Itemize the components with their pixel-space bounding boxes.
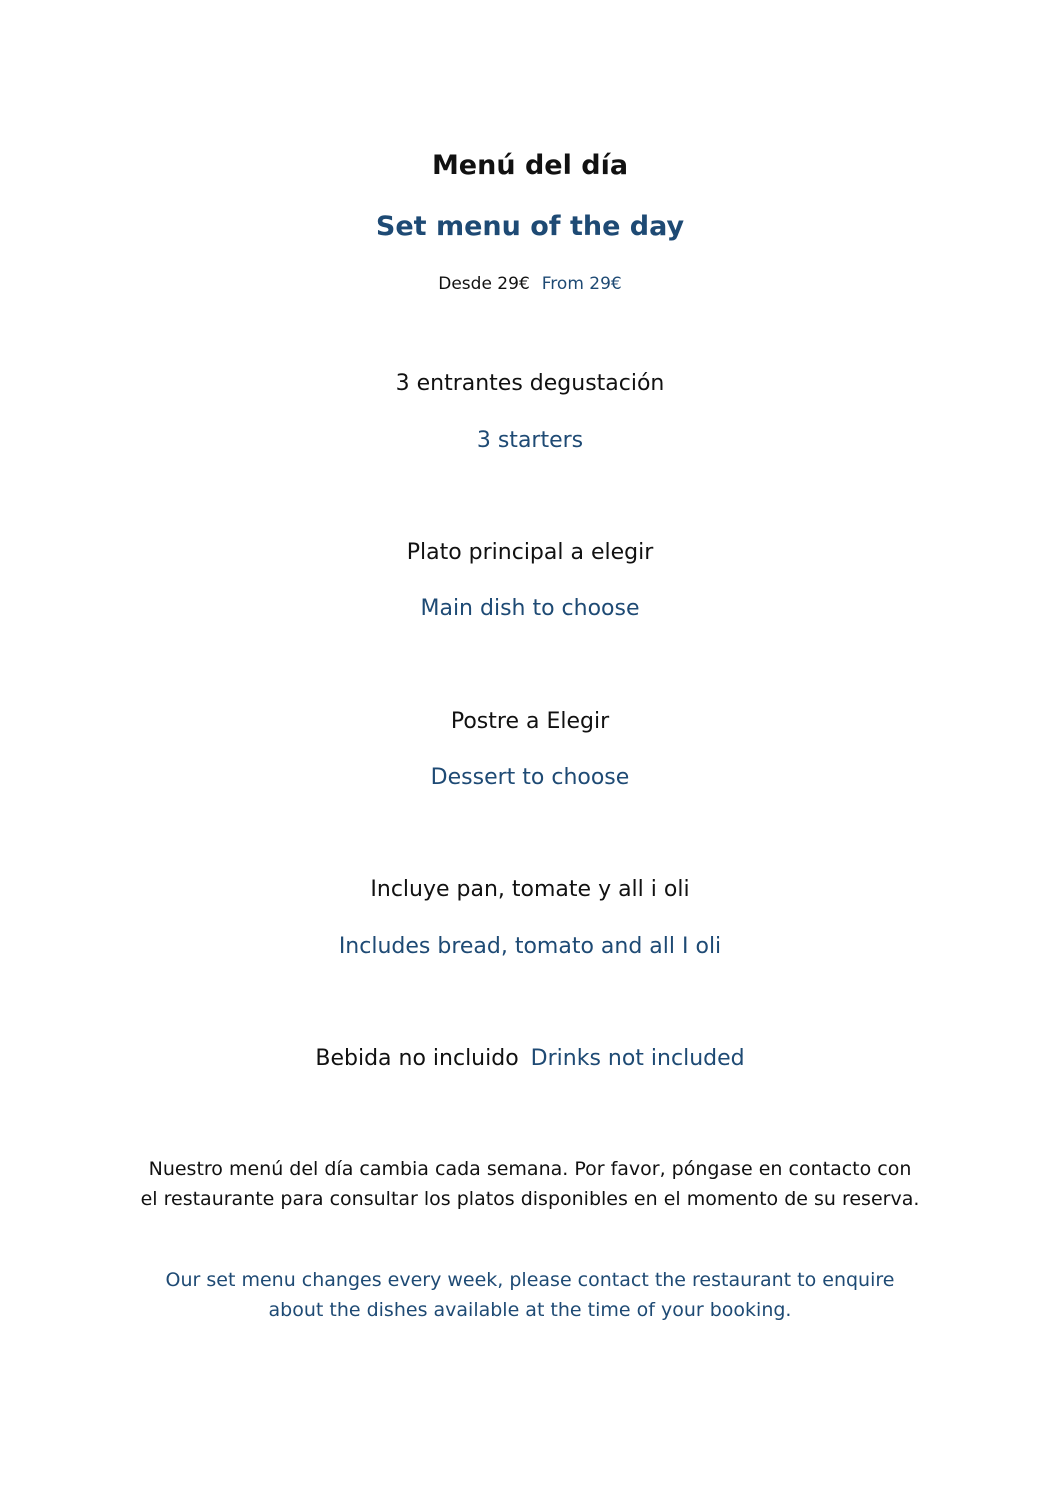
course-main-es: Plato principal a elegir [406, 540, 654, 565]
course-dessert-en: Dessert to choose [430, 765, 630, 790]
menu-title-en: Set menu of the day [375, 211, 685, 242]
course-dessert-es: Postre a Elegir [450, 709, 610, 734]
price-line [0, 271, 1060, 297]
course-bread-es: Incluye pan, tomate y all i oli [370, 877, 690, 902]
course-main-en: Main dish to choose [420, 596, 640, 621]
drinks-line [0, 1043, 1060, 1075]
weekly-note-es: Nuestro menú del día cambia cada semana. Por favor, póngase en contacto con el restaurante para consultar los platos disponibles en el momento de su reserva. [140, 1158, 920, 1210]
weekly-note-en: Our set menu changes every week, please contact the restaurant to enquire about the dishes available at the time of your booking. [165, 1269, 895, 1321]
drinks-es: Bebida no incluido [315, 1046, 519, 1071]
drinks-en: Drinks not included [530, 1046, 745, 1071]
course-bread-en: Includes bread, tomato and all I oli [338, 934, 722, 959]
price-en: From 29€ [541, 274, 622, 294]
menu-title-es: Menú del día [431, 150, 629, 181]
price-es: Desde 29€ [438, 274, 530, 294]
course-starters-en: 3 starters [476, 428, 584, 453]
course-starters-es: 3 entrantes degustación [395, 371, 665, 396]
